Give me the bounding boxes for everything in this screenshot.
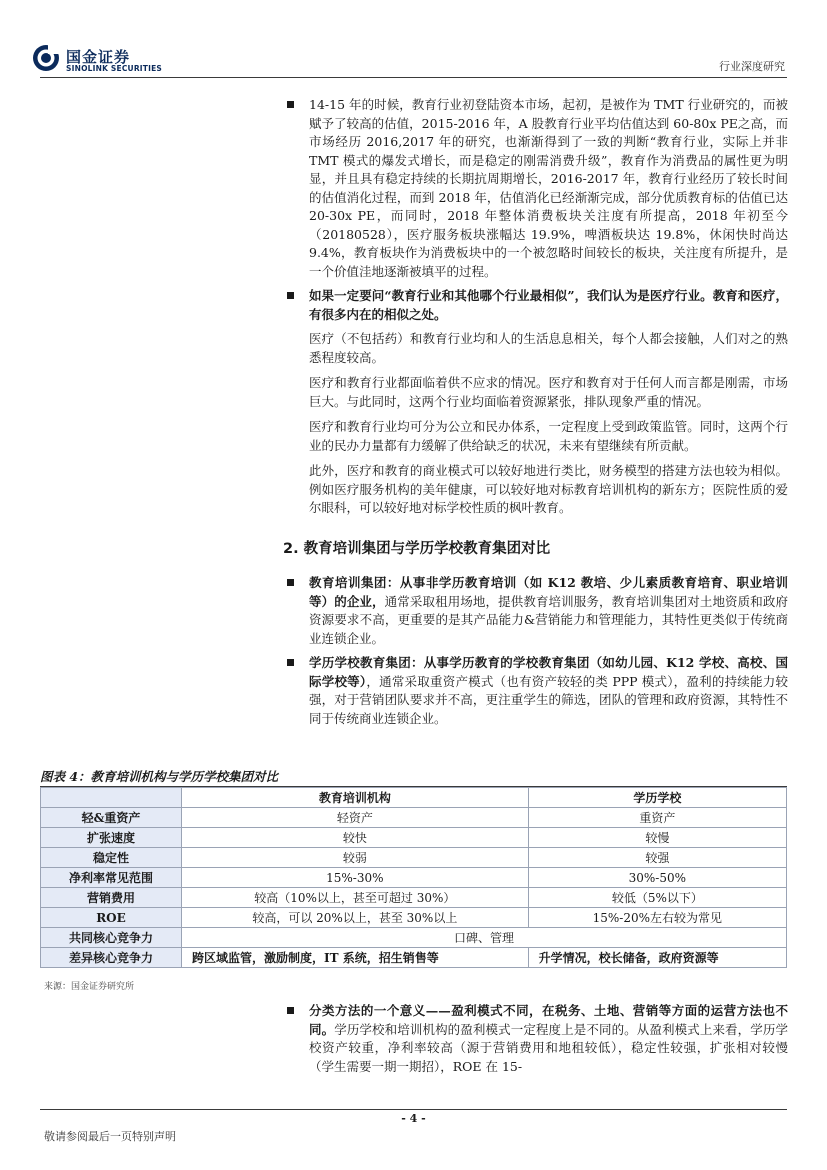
bullet-bold-text: 如果一定要问“教育行业和其他哪个行业最相似”，我们认为是医疗行业。教育和医疗，有很多内在的相似之处。 <box>309 288 788 322</box>
paragraph: 医疗和教育行业都面临着供不应求的情况。医疗和教育对于任何人而言都是刚需，市场巨大。与此同时，这两个行业均面临着资源紧张，排队现象严重的情况。 <box>309 375 788 409</box>
bullet-square-icon <box>287 579 294 586</box>
table-header-blank <box>41 788 182 808</box>
bullet-square-icon <box>287 292 294 299</box>
brand-name-en: SINOLINK SECURITIES <box>66 64 163 73</box>
main-content <box>283 96 788 734</box>
section-title: 2. 教育培训集团与学历学校教育集团对比 <box>283 540 551 557</box>
cell-school: 重资产 <box>528 808 786 828</box>
table-row <box>41 848 787 868</box>
table-row <box>41 888 787 908</box>
table-row <box>41 828 787 848</box>
comparison-table <box>40 787 787 968</box>
sinolink-logo-icon <box>32 44 60 72</box>
table-header-row <box>41 788 787 808</box>
bullet-training-group <box>283 574 788 648</box>
table-header-school: 学历学校 <box>528 788 786 808</box>
row-label: 差异核心竞争力 <box>41 948 182 968</box>
cell-school: 升学情况，校长储备，政府资源等 <box>528 948 786 968</box>
cell-school: 较慢 <box>528 828 786 848</box>
footer-divider <box>40 1109 787 1110</box>
row-label: 稳定性 <box>41 848 182 868</box>
row-label: 扩张速度 <box>41 828 182 848</box>
disclaimer-note: 敬请参阅最后一页特别声明 <box>44 1130 176 1143</box>
paragraph: 此外，医疗和教育的商业模式可以较好地进行类比，财务模型的搭建方法也较为相似。例如医疗服务机构的美年健康，可以较好地对标教育培训机构的新东方；医院性质的爱尔眼科，可以较好地对标学校性质的枫叶教育。 <box>309 463 788 515</box>
bullet-bold-text: 分类方法的一个意义——盈利模式不同，在税务、土地、营销等方面的运营方法也不同。 <box>309 1003 788 1037</box>
table-row <box>41 808 787 828</box>
cell-school: 15%-20%左右较为常见 <box>528 908 786 928</box>
row-label: 共同核心竞争力 <box>41 928 182 948</box>
table-row <box>41 868 787 888</box>
cell-training: 较高，可以 20%以上，甚至 30%以上 <box>182 908 529 928</box>
row-label: 营销费用 <box>41 888 182 908</box>
bottom-content <box>283 1002 788 1082</box>
cell-school: 30%-50% <box>528 868 786 888</box>
cell-training: 轻资产 <box>182 808 529 828</box>
cell-school: 较强 <box>528 848 786 868</box>
bullet-text: 学历学校和培训机构的盈利模式一定程度上是不同的。从盈利模式上来看，学历学校资产较重，净利率较高（源于营销费用和地租较低），稳定性较强，扩张相对较慢（学生需要一期一期招），ROE 在 15- <box>309 1021 788 1074</box>
table-row <box>41 908 787 928</box>
bullet-text: 通常采取租用场地，提供教育培训服务，教育培训集团对土地资质和政府资源要求不高，更重要的是其产品能力&营销能力和管理能力，其特性更类似于传统商业连锁企业。 <box>309 593 788 646</box>
bullet-valuation <box>283 96 788 281</box>
cell-training: 跨区域监管，激励制度，IT 系统，招生销售等 <box>182 948 529 968</box>
paragraph: 医疗（不包括药）和教育行业均和人的生活息息相关，每个人都会接触，人们对之的熟悉程度较高。 <box>309 331 788 365</box>
paragraph: 医疗和教育行业均可分为公立和民办体系，一定程度上受到政策监管。同时，这两个行业的民办力量都有力缓解了供给缺乏的状况，未来有望继续有所贡献。 <box>309 419 788 453</box>
bullet-text: 14-15 年的时候，教育行业初登陆资本市场，起初，是被作为 TMT 行业研究的，而被赋予了较高的估值，2015-2016 年，A 股教育行业平均估值达到 60-80x PE之高，而市场经历 2016,2017 年的研究，也渐渐得到了一致的判断“教育行业，实际上并非 TMT 模式的爆发式增长，而是稳定的刚需消费升级”，教育作为消费品的属性更为明显，并且具有稳定持续的长期抗周期增长，2016-2017 年，教育行业经历了较长时间的估值消化过程，而到 2018 年，估值消化已经渐渐完成，部分优质教育标的估值已达 20-30x PE，而同时，2018 年整体消费板块关注度有所提高，2018 年初至今（20180528），医疗服务板块涨幅达 19.9%，啤酒板块达 19.8%，休闲快时尚达 9.4%，教育板块作为消费板块中的一个被忽略时间较长的板块，关注度有所提升，是一个价值洼地逐渐被填平的过程。 <box>309 97 788 279</box>
table-header-training: 教育培训机构 <box>182 788 529 808</box>
table-row-common <box>41 928 787 948</box>
report-type: 行业深度研究 <box>719 60 785 73</box>
bullet-square-icon <box>287 1007 294 1014</box>
figure-source: 来源：国金证券研究所 <box>44 982 135 992</box>
figure-title: 图表 4：教育培训机构与学历学校集团对比 <box>40 769 279 784</box>
bullet-bold-text: 学历学校教育集团：从事学历教育的学校教育集团（如幼儿园、K12 学校、高校、国际学校等） <box>309 655 788 689</box>
bullet-similarity <box>283 287 788 324</box>
row-label: ROE <box>41 908 182 928</box>
cell-school: 较低（5%以下） <box>528 888 786 908</box>
brand-name-cn: 国金证券 <box>66 48 131 66</box>
bullet-square-icon <box>287 659 294 666</box>
bullet-square-icon <box>287 101 294 108</box>
figure-title-bar <box>40 767 787 787</box>
cell-training: 15%-30% <box>182 868 529 888</box>
header-divider <box>40 77 787 78</box>
bullet-bold-text: 教育培训集团：从事非学历教育培训（如 K12 教培、少儿素质教育培育、职业培训等）的企业， <box>309 575 788 609</box>
page-number: - 4 - <box>401 1112 426 1125</box>
cell-common: 口碑、管理 <box>182 928 787 948</box>
bullet-school-group <box>283 654 788 728</box>
cell-training: 较弱 <box>182 848 529 868</box>
cell-training: 较高（10%以上，甚至可超过 30%） <box>182 888 529 908</box>
brand-logo <box>32 44 172 78</box>
row-label: 轻&重资产 <box>41 808 182 828</box>
row-label: 净利率常见范围 <box>41 868 182 888</box>
bullet-profit-model <box>283 1002 788 1076</box>
bullet-text: ，通常采取重资产模式（也有资产较轻的类 PPP 模式），盈利的持续能力较强，对于营销团队要求并不高，更注重学生的筛选，团队的管理和政府资源，其特性不同于传统商业连锁企业。 <box>309 673 788 726</box>
table-row-diff <box>41 948 787 968</box>
cell-training: 较快 <box>182 828 529 848</box>
page-header <box>0 0 827 80</box>
